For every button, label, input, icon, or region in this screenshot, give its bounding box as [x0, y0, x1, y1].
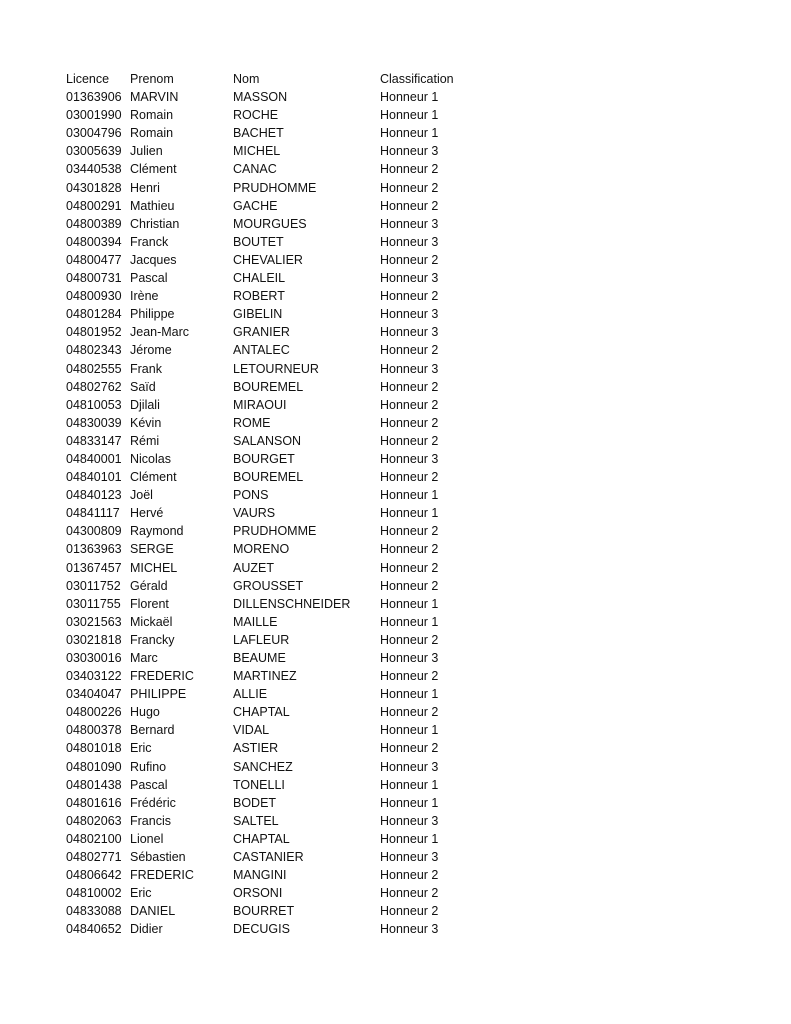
table-row — [66, 776, 486, 794]
cell-nom: CASTANIER — [233, 850, 304, 865]
cell-classification: Honneur 2 — [380, 198, 439, 213]
cell-nom: MICHEL — [233, 144, 281, 159]
cell-classification: Honneur 1 — [380, 126, 439, 141]
cell-nom: CANAC — [233, 162, 277, 177]
table-row — [66, 468, 486, 486]
cell-licence: 01363963 — [66, 542, 122, 557]
table-row — [66, 360, 486, 378]
cell-classification: Honneur 2 — [380, 904, 439, 919]
cell-classification: Honneur 3 — [380, 325, 439, 340]
cell-classification: Honneur 2 — [380, 252, 439, 267]
header-nom: Nom — [233, 72, 260, 86]
cell-nom: MOURGUES — [233, 216, 307, 231]
cell-licence: 04800378 — [66, 723, 122, 738]
cell-nom: MASSON — [233, 90, 288, 105]
table-row — [66, 414, 486, 432]
cell-nom: BOURGET — [233, 451, 295, 466]
table-row — [66, 577, 486, 595]
cell-licence: 04841117 — [66, 506, 120, 521]
cell-classification: Honneur 2 — [380, 415, 439, 430]
cell-classification: Honneur 2 — [380, 289, 439, 304]
table-row — [66, 794, 486, 812]
cell-nom: PRUDHOMME — [233, 180, 317, 195]
cell-licence: 01363906 — [66, 90, 122, 105]
table-row — [66, 341, 486, 359]
cell-nom: CHEVALIER — [233, 252, 303, 267]
cell-licence: 03440538 — [66, 162, 122, 177]
cell-licence: 04830039 — [66, 415, 122, 430]
cell-licence: 04801284 — [66, 307, 122, 322]
table-row — [66, 486, 486, 504]
cell-classification: Honneur 3 — [380, 850, 439, 865]
cell-prenom: Lionel — [130, 831, 164, 846]
cell-classification: Honneur 2 — [380, 542, 439, 557]
table-row — [66, 902, 486, 920]
table-row — [66, 160, 486, 178]
cell-prenom: Clément — [130, 470, 177, 485]
cell-licence: 04301828 — [66, 180, 122, 195]
cell-licence: 04300809 — [66, 524, 122, 539]
cell-prenom: Didier — [130, 922, 163, 937]
table-row — [66, 124, 486, 142]
cell-licence: 04802555 — [66, 361, 122, 376]
cell-licence: 04800291 — [66, 198, 122, 213]
cell-nom: MIRAOUI — [233, 397, 287, 412]
cell-prenom: Julien — [130, 144, 163, 159]
cell-classification: Honneur 3 — [380, 813, 439, 828]
cell-prenom: Kévin — [130, 415, 162, 430]
cell-classification: Honneur 3 — [380, 361, 439, 376]
cell-prenom: Sébastien — [130, 850, 186, 865]
cell-nom: MARTINEZ — [233, 669, 297, 684]
cell-nom: SALTEL — [233, 813, 279, 828]
cell-nom: GROUSSET — [233, 578, 304, 593]
cell-classification: Honneur 3 — [380, 144, 439, 159]
cell-prenom: Pascal — [130, 271, 168, 286]
cell-prenom: Romain — [130, 126, 174, 141]
cell-nom: ROBERT — [233, 289, 285, 304]
table-row — [66, 106, 486, 124]
cell-classification: Honneur 1 — [380, 108, 439, 123]
cell-licence: 04800226 — [66, 705, 122, 720]
cell-prenom: Hugo — [130, 705, 160, 720]
cell-classification: Honneur 1 — [380, 596, 439, 611]
cell-classification: Honneur 2 — [380, 162, 439, 177]
cell-licence: 04840001 — [66, 451, 122, 466]
table-body — [66, 88, 486, 938]
cell-prenom: Francis — [130, 813, 171, 828]
cell-prenom: Raymond — [130, 524, 184, 539]
cell-licence: 03004796 — [66, 126, 122, 141]
table-row — [66, 215, 486, 233]
cell-prenom: Marc — [130, 651, 158, 665]
table-row — [66, 830, 486, 848]
cell-nom: PRUDHOMME — [233, 524, 317, 539]
cell-prenom: MICHEL — [130, 560, 178, 575]
table-row — [66, 703, 486, 721]
cell-licence: 04800477 — [66, 252, 122, 267]
cell-classification: Honneur 3 — [380, 271, 439, 286]
cell-classification: Honneur 3 — [380, 759, 439, 774]
cell-licence: 03001990 — [66, 108, 122, 123]
cell-classification: Honneur 2 — [380, 343, 439, 358]
table-row — [66, 88, 486, 106]
header-classification: Classification — [380, 72, 454, 86]
cell-nom: CHALEIL — [233, 271, 286, 286]
cell-licence: 04801018 — [66, 741, 122, 756]
cell-licence: 04840123 — [66, 488, 122, 503]
table-row — [66, 197, 486, 215]
cell-nom: MANGINI — [233, 868, 287, 883]
cell-nom: VAURS — [233, 506, 276, 521]
cell-prenom: Hervé — [130, 506, 164, 521]
cell-licence: 04801438 — [66, 777, 122, 792]
cell-classification: Honneur 3 — [380, 216, 439, 231]
table-row — [66, 559, 486, 577]
table-row — [66, 540, 486, 558]
cell-licence: 03011752 — [66, 578, 121, 593]
cell-nom: PONS — [233, 488, 269, 503]
cell-licence: 04833088 — [66, 904, 122, 919]
cell-nom: ALLIE — [233, 687, 268, 702]
cell-licence: 04810053 — [66, 397, 122, 412]
cell-prenom: Djilali — [130, 397, 160, 412]
player-table — [66, 70, 486, 939]
cell-nom: MORENO — [233, 542, 290, 557]
cell-nom: ROME — [233, 415, 271, 430]
cell-classification: Honneur 2 — [380, 705, 439, 720]
cell-prenom: Franck — [130, 234, 169, 249]
cell-classification: Honneur 2 — [380, 470, 439, 485]
cell-classification: Honneur 2 — [380, 397, 439, 412]
table-row — [66, 179, 486, 197]
table-row — [66, 884, 486, 902]
table-row — [66, 305, 486, 323]
table-row — [66, 631, 486, 649]
table-row — [66, 667, 486, 685]
cell-licence: 04802100 — [66, 831, 122, 846]
cell-classification: Honneur 2 — [380, 524, 439, 539]
cell-licence: 04801616 — [66, 795, 122, 810]
cell-classification: Honneur 2 — [380, 632, 439, 647]
cell-licence: 04800394 — [66, 234, 122, 249]
cell-prenom: Romain — [130, 108, 174, 123]
table-row — [66, 251, 486, 269]
cell-licence: 04801090 — [66, 759, 122, 774]
cell-prenom: Florent — [130, 596, 169, 611]
cell-licence: 04802063 — [66, 813, 122, 828]
cell-prenom: Eric — [130, 886, 152, 901]
table-row — [66, 848, 486, 866]
header-row — [66, 70, 486, 88]
table-row — [66, 613, 486, 631]
table-row — [66, 269, 486, 287]
cell-classification: Honneur 2 — [380, 886, 439, 901]
cell-prenom: Gérald — [130, 578, 168, 593]
cell-prenom: Philippe — [130, 307, 175, 322]
cell-classification: Honneur 2 — [380, 379, 439, 394]
cell-licence: 04801952 — [66, 325, 122, 340]
cell-classification: Honneur 1 — [380, 831, 439, 846]
cell-licence: 03030016 — [66, 651, 122, 665]
cell-classification: Honneur 1 — [380, 795, 439, 810]
cell-nom: MAILLE — [233, 614, 278, 629]
cell-nom: BOUREMEL — [233, 470, 304, 485]
cell-nom: BEAUME — [233, 651, 286, 665]
cell-classification: Honneur 1 — [380, 723, 439, 738]
cell-prenom: Jérome — [130, 343, 172, 358]
cell-prenom: Henri — [130, 180, 160, 195]
cell-classification: Honneur 1 — [380, 614, 439, 629]
cell-classification: Honneur 1 — [380, 777, 439, 792]
cell-prenom: Frank — [130, 361, 162, 376]
cell-nom: ANTALEC — [233, 343, 290, 358]
cell-classification: Honneur 1 — [380, 687, 439, 702]
cell-nom: VIDAL — [233, 723, 270, 738]
cell-classification: Honneur 2 — [380, 433, 439, 448]
cell-prenom: Pascal — [130, 777, 168, 792]
cell-classification: Honneur 2 — [380, 560, 439, 575]
cell-prenom: Mickaël — [130, 614, 173, 629]
cell-nom: BOUTET — [233, 234, 284, 249]
header-prenom: Prenom — [130, 72, 174, 86]
header-licence: Licence — [66, 72, 110, 86]
cell-licence: 04840101 — [66, 470, 122, 485]
table-row — [66, 396, 486, 414]
cell-prenom: Irène — [130, 289, 159, 304]
cell-nom: DILLENSCHNEIDER — [233, 596, 351, 611]
cell-classification: Honneur 2 — [380, 180, 439, 195]
table-row — [66, 233, 486, 251]
cell-licence: 04802771 — [66, 850, 122, 865]
cell-classification: Honneur 2 — [380, 578, 439, 593]
table-row — [66, 142, 486, 160]
table-row — [66, 920, 486, 938]
table-row — [66, 812, 486, 830]
cell-prenom: MARVIN — [130, 90, 179, 105]
cell-licence: 04800731 — [66, 271, 122, 286]
cell-classification: Honneur 1 — [380, 488, 439, 503]
table-row — [66, 866, 486, 884]
cell-classification: Honneur 2 — [380, 741, 439, 756]
cell-prenom: FREDERIC — [130, 669, 194, 684]
table-row — [66, 595, 486, 613]
cell-licence: 04806642 — [66, 868, 122, 883]
cell-classification: Honneur 2 — [380, 868, 439, 883]
cell-prenom: Eric — [130, 741, 152, 756]
table-row — [66, 323, 486, 341]
table-row — [66, 432, 486, 450]
cell-nom: TONELLI — [233, 777, 285, 792]
cell-licence: 03011755 — [66, 596, 121, 611]
table-row — [66, 522, 486, 540]
table-row — [66, 450, 486, 468]
table-row — [66, 685, 486, 703]
cell-prenom: Christian — [130, 216, 180, 231]
cell-licence: 03021818 — [66, 632, 122, 647]
cell-classification: Honneur 1 — [380, 90, 439, 105]
cell-prenom: Clément — [130, 162, 177, 177]
cell-nom: BOUREMEL — [233, 379, 304, 394]
cell-licence: 03404047 — [66, 687, 122, 702]
cell-nom: LAFLEUR — [233, 632, 290, 647]
cell-classification: Honneur 1 — [380, 506, 439, 521]
cell-nom: BODET — [233, 795, 277, 810]
cell-nom: ROCHE — [233, 108, 279, 123]
cell-licence: 04802343 — [66, 343, 122, 358]
cell-prenom: Mathieu — [130, 198, 175, 213]
cell-nom: GRANIER — [233, 325, 290, 340]
cell-nom: DECUGIS — [233, 922, 290, 937]
cell-nom: ASTIER — [233, 741, 279, 756]
cell-prenom: DANIEL — [130, 904, 176, 919]
cell-prenom: Frédéric — [130, 795, 176, 810]
cell-prenom: Jacques — [130, 252, 177, 267]
cell-classification: Honneur 2 — [380, 669, 439, 684]
cell-licence: 03021563 — [66, 614, 122, 629]
cell-prenom: Joël — [130, 488, 153, 503]
cell-nom: LETOURNEUR — [233, 361, 319, 376]
cell-nom: ORSONI — [233, 886, 283, 901]
table-row — [66, 378, 486, 396]
cell-nom: CHAPTAL — [233, 831, 290, 846]
cell-prenom: Rufino — [130, 759, 167, 774]
cell-prenom: Francky — [130, 632, 175, 647]
cell-licence: 04802762 — [66, 379, 122, 394]
table-row — [66, 739, 486, 757]
cell-nom: SALANSON — [233, 433, 302, 448]
cell-nom: GACHE — [233, 198, 278, 213]
cell-classification: Honneur 3 — [380, 922, 439, 937]
cell-licence: 04833147 — [66, 433, 122, 448]
cell-nom: SANCHEZ — [233, 759, 293, 774]
cell-nom: BOURRET — [233, 904, 295, 919]
table-row — [66, 758, 486, 776]
cell-licence: 03403122 — [66, 669, 122, 684]
table-row — [66, 649, 486, 667]
cell-nom: CHAPTAL — [233, 705, 290, 720]
cell-prenom: Rémi — [130, 433, 160, 448]
cell-prenom: FREDERIC — [130, 868, 194, 883]
cell-nom: AUZET — [233, 560, 274, 575]
cell-licence: 04800930 — [66, 289, 122, 304]
table-row — [66, 287, 486, 305]
cell-prenom: Jean-Marc — [130, 325, 190, 340]
cell-licence: 04810002 — [66, 886, 122, 901]
cell-classification: Honneur 3 — [380, 307, 439, 322]
cell-classification: Honneur 3 — [380, 451, 439, 466]
cell-licence: 03005639 — [66, 144, 122, 159]
cell-licence: 01367457 — [66, 560, 122, 575]
cell-nom: GIBELIN — [233, 307, 283, 322]
cell-classification: Honneur 3 — [380, 651, 439, 665]
cell-licence: 04840652 — [66, 922, 122, 937]
cell-prenom: SERGE — [130, 542, 174, 557]
table-row — [66, 504, 486, 522]
cell-classification: Honneur 3 — [380, 234, 439, 249]
table-row — [66, 721, 486, 739]
cell-licence: 04800389 — [66, 216, 122, 231]
cell-prenom: Nicolas — [130, 451, 171, 466]
cell-prenom: Bernard — [130, 723, 175, 738]
cell-prenom: Saïd — [130, 379, 156, 394]
cell-prenom: PHILIPPE — [130, 687, 187, 702]
cell-nom: BACHET — [233, 126, 284, 141]
